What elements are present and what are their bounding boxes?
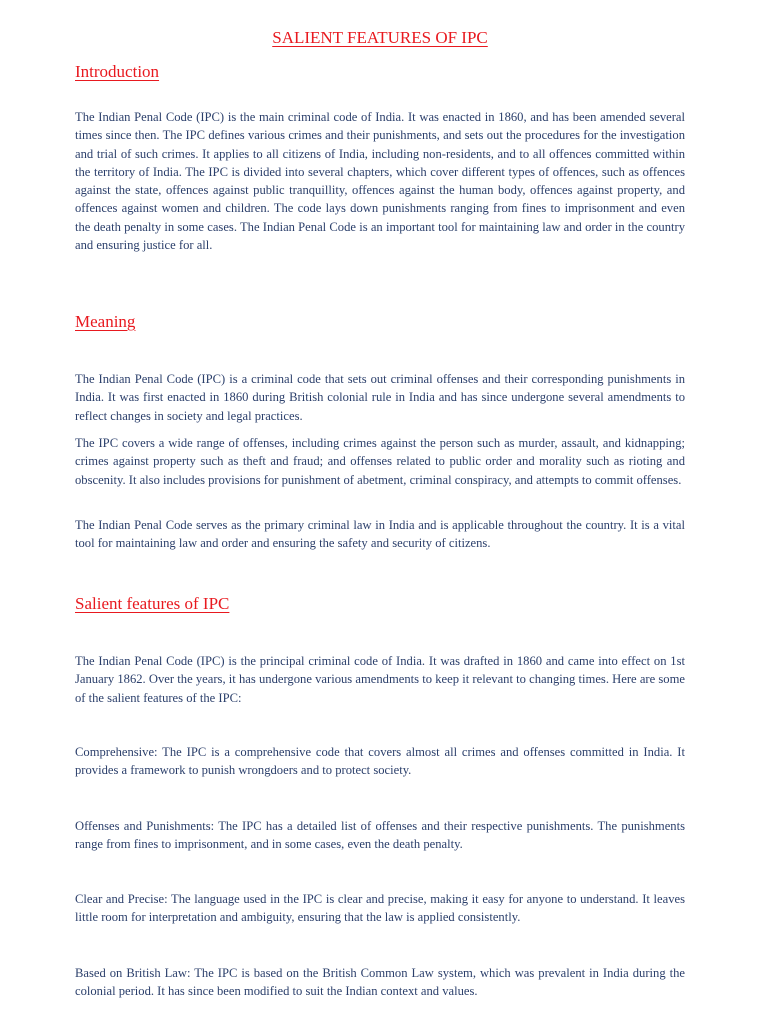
feature-offenses-punishments: Offenses and Punishments: The IPC has a detailed list of offenses and their respective punishments. The punishments range from fines to imprisonment, and in some cases, even the death penalty. <box>75 819 685 852</box>
meaning-paragraph-3: The Indian Penal Code serves as the primary criminal law in India and is applicable throughout the country. It is a vital tool for maintaining law and order and ensuring the safety and security of citizens. <box>75 518 685 551</box>
heading-introduction: Introduction <box>75 62 160 81</box>
meaning-paragraph-2: The IPC covers a wide range of offenses, including crimes against the person such as murder, assault, and kidnapping; crimes against property such as theft and fraud; and offenses related to public order and morality such as rioting and obscenity. It also includes provisions for punishment of abetment, criminal conspiracy, and attempts to commit offenses. <box>75 436 685 487</box>
heading-salient-features: Salient features of IPC <box>75 594 230 613</box>
feature-clear-precise: Clear and Precise: The language used in the IPC is clear and precise, making it easy for anyone to understand. It leaves little room for interpretation and ambiguity, ensuring that the law is applied consistently. <box>75 892 685 925</box>
document-title: SALIENT FEATURES OF IPC <box>272 28 488 47</box>
feature-comprehensive: Comprehensive: The IPC is a comprehensive code that covers almost all crimes and offenses committed in India. It provides a framework to punish wrongdoers and to protect society. <box>75 745 685 778</box>
introduction-paragraph: The Indian Penal Code (IPC) is the main criminal code of India. It was enacted in 1860, and has been amended several times since then. The IPC defines various crimes and their punishments, and sets out the procedures for the investigation and trial of such crimes. It applies to all citizens of India, including non-residents, and to all offences committed within the territory of India. The IPC is divided into several chapters, which cover different types of offences, such as offences against the state, offences against public tranquillity, offences against the human body, offences against property, and offences against women and children. The code lays down punishments ranging from fines to imprisonment and even the death penalty in some cases. The Indian Penal Code is an important tool for maintaining law and order in the country and ensuring justice for all. <box>75 110 685 253</box>
feature-british-law: Based on British Law: The IPC is based on the British Common Law system, which was prevalent in India during the colonial period. It has since been modified to suit the Indian context and values. <box>75 966 685 999</box>
meaning-paragraph-1: The Indian Penal Code (IPC) is a criminal code that sets out criminal offenses and their corresponding punishments in India. It was first enacted in 1860 during British colonial rule in India and has since undergone several amendments to reflect changes in society and legal practices. <box>75 372 685 423</box>
salient-intro-paragraph: The Indian Penal Code (IPC) is the principal criminal code of India. It was drafted in 1860 and came into effect on 1st January 1862. Over the years, it has undergone various amendments to keep it relevant to changing times. Here are some of the salient features of the IPC: <box>75 654 685 705</box>
heading-meaning: Meaning <box>75 312 136 331</box>
